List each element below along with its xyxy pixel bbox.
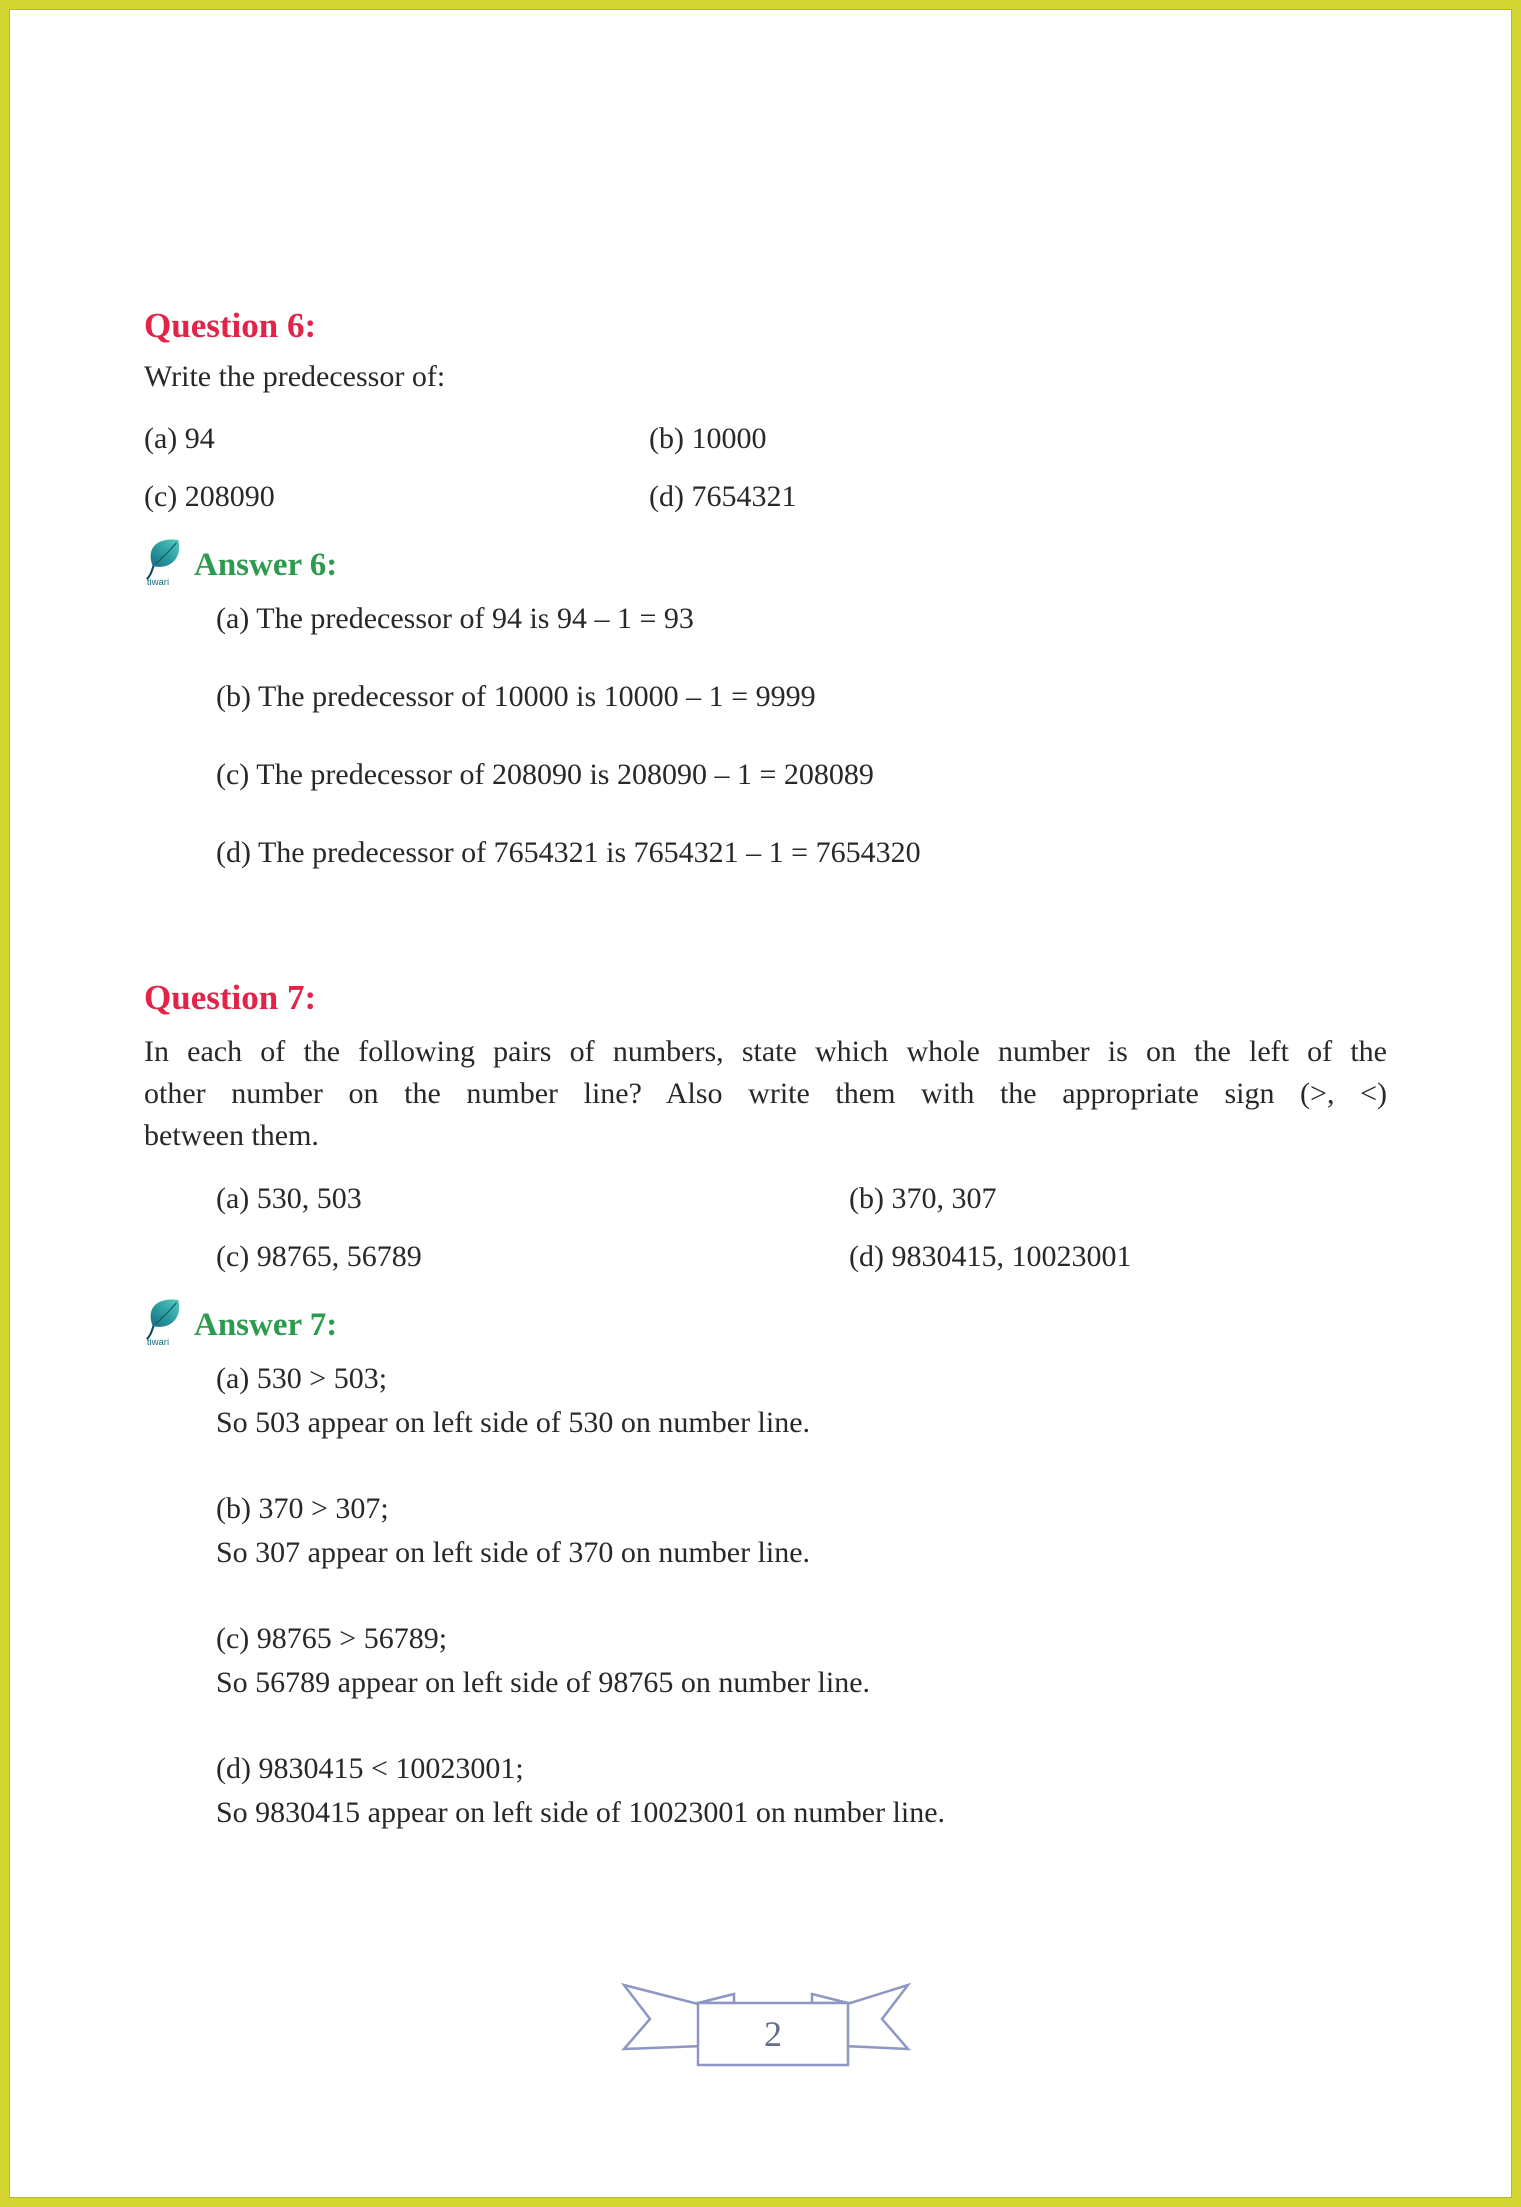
answer-pair-c xyxy=(216,1617,1387,1705)
question7-title: Question 7: xyxy=(144,978,317,1017)
answer-relation: (c) 98765 > 56789; xyxy=(216,1622,448,1655)
answer-pair-b xyxy=(216,1487,1387,1575)
answer-note: So 9830415 appear on left side of 10023001 on number line. xyxy=(216,1796,946,1829)
question6-title: Question 6: xyxy=(144,306,317,345)
option-d: (d) 7654321 xyxy=(649,480,797,513)
tiwari-logo-icon xyxy=(144,533,186,587)
tiwari-logo-icon xyxy=(144,1293,186,1347)
page-number: 2 xyxy=(763,2014,782,2054)
question7-prompt xyxy=(144,1031,1387,1157)
page-footer xyxy=(144,1973,1387,2088)
page-content xyxy=(9,9,1512,2088)
answer-line-a: (a) The predecessor of 94 is 94 – 1 = 93 xyxy=(216,602,694,635)
option-c: (c) 208090 xyxy=(144,480,275,513)
option-b: (b) 10000 xyxy=(649,422,767,455)
answer-line-c: (c) The predecessor of 208090 is 208090 – 1 = 208089 xyxy=(216,758,874,791)
logo-brand-text: tiwari xyxy=(146,576,170,587)
answer6-header xyxy=(144,533,1387,587)
answer-note: So 307 appear on left side of 370 on number line. xyxy=(216,1536,811,1569)
answer6-title: Answer 6: xyxy=(194,547,338,583)
question7-options-row-1 xyxy=(216,1179,1387,1219)
option-b: (b) 370, 307 xyxy=(849,1182,997,1215)
prompt-line-2: other number on the number line? Also write them with the appropriate sign (>, <) xyxy=(144,1077,1387,1110)
answer-relation: (b) 370 > 307; xyxy=(216,1492,389,1525)
option-c: (c) 98765, 56789 xyxy=(216,1240,422,1273)
question6-options-row-2 xyxy=(144,477,1387,517)
prompt-line-3: between them. xyxy=(144,1119,319,1152)
option-a: (a) 94 xyxy=(144,422,215,455)
question7-options-row-2 xyxy=(216,1237,1387,1277)
answer-relation: (a) 530 > 503; xyxy=(216,1362,388,1395)
answer-relation: (d) 9830415 < 10023001; xyxy=(216,1752,524,1785)
answer-pair-a xyxy=(216,1357,1387,1445)
answer-note: So 56789 appear on left side of 98765 on number line. xyxy=(216,1666,871,1699)
logo-brand-text: tiwari xyxy=(146,1336,170,1347)
question7-options xyxy=(144,1179,1387,1277)
question7-section xyxy=(144,977,1387,1835)
answer-note: So 503 appear on left side of 530 on number line. xyxy=(216,1406,811,1439)
answer7-list xyxy=(144,1357,1387,1835)
question6-section xyxy=(144,305,1387,873)
answer-line-b: (b) The predecessor of 10000 is 10000 – 1 = 9999 xyxy=(216,680,816,713)
answer7-title: Answer 7: xyxy=(194,1307,338,1343)
answer7-header xyxy=(144,1293,1387,1347)
option-a: (a) 530, 503 xyxy=(216,1182,362,1215)
page-ribbon-banner-icon xyxy=(616,1973,916,2083)
prompt-line-1: In each of the following pairs of numbers, state which whole number is on the left of the xyxy=(144,1035,1387,1068)
answer-line-d: (d) The predecessor of 7654321 is 7654321 – 1 = 7654320 xyxy=(216,836,921,869)
option-d: (d) 9830415, 10023001 xyxy=(849,1240,1132,1273)
answer-pair-d xyxy=(216,1747,1387,1835)
question6-prompt: Write the predecessor of: xyxy=(144,360,446,393)
answer6-list xyxy=(144,599,1387,873)
question6-options-row-1 xyxy=(144,419,1387,459)
